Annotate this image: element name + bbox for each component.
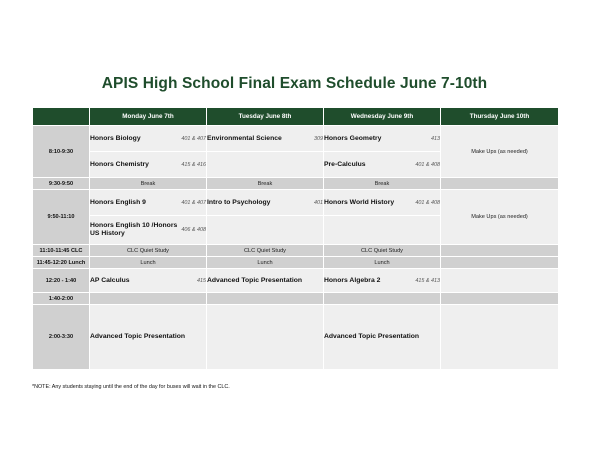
exam-subject: Advanced Topic Presentation bbox=[207, 276, 303, 284]
table-row bbox=[33, 269, 559, 293]
makeups-cell: Make Ups (as needed) bbox=[441, 190, 559, 245]
exam-subject: Intro to Psychology bbox=[207, 198, 271, 206]
clc-cell: CLC Quiet Study bbox=[324, 245, 441, 257]
exam-subject: Advanced Topic Presentation bbox=[90, 333, 186, 341]
time-slot: 11:45-12:20 Lunch bbox=[33, 257, 90, 269]
exam-subject: AP Calculus bbox=[90, 276, 130, 284]
exam-cell bbox=[90, 126, 207, 152]
exam-room: 401 & 408 bbox=[415, 161, 440, 168]
exam-room: 406 & 408 bbox=[181, 227, 206, 233]
exam-room: 415 & 416 bbox=[181, 161, 206, 168]
empty-cell bbox=[441, 257, 559, 269]
table-row bbox=[33, 190, 559, 216]
exam-schedule-table bbox=[32, 107, 559, 370]
exam-cell bbox=[324, 126, 441, 152]
time-slot: 12:20 - 1:40 bbox=[33, 269, 90, 293]
break-cell: Break bbox=[324, 178, 441, 190]
exam-subject: Pre-Calculus bbox=[324, 160, 366, 168]
lunch-cell: Lunch bbox=[324, 257, 441, 269]
exam-subject: Honors World History bbox=[324, 198, 395, 206]
exam-cell bbox=[207, 190, 324, 216]
table-row bbox=[33, 257, 559, 269]
exam-room: 415 & 413 bbox=[415, 277, 440, 284]
exam-cell bbox=[90, 190, 207, 216]
time-slot: 9:50-11:10 bbox=[33, 190, 90, 245]
exam-room: 401 & 408 bbox=[415, 199, 440, 206]
empty-cell bbox=[441, 305, 559, 370]
empty-cell bbox=[207, 152, 324, 178]
header-thursday: Thursday June 10th bbox=[441, 108, 559, 126]
empty-cell bbox=[324, 293, 441, 305]
footnote: *NOTE: Any students staying until the end of the day for buses will wait in the CLC. bbox=[32, 384, 230, 390]
exam-subject: Honors Chemistry bbox=[90, 160, 149, 168]
exam-subject: Advanced Topic Presentation bbox=[324, 333, 420, 341]
exam-subject: Honors Geometry bbox=[324, 134, 382, 142]
exam-cell bbox=[90, 152, 207, 178]
time-slot: 8:10-9:30 bbox=[33, 126, 90, 178]
empty-cell bbox=[324, 216, 441, 245]
table-row bbox=[33, 293, 559, 305]
exam-subject: Honors Biology bbox=[90, 134, 141, 142]
exam-cell bbox=[324, 190, 441, 216]
exam-room: 413 bbox=[431, 135, 440, 142]
time-slot: 2:00-3:30 bbox=[33, 305, 90, 370]
exam-cell bbox=[324, 269, 441, 293]
exam-cell bbox=[207, 126, 324, 152]
exam-subject: Honors English 10 /Honors US History bbox=[90, 222, 178, 237]
exam-cell bbox=[207, 269, 324, 293]
time-slot: 1:40-2:00 bbox=[33, 293, 90, 305]
table-row bbox=[33, 305, 559, 370]
break-cell: Break bbox=[207, 178, 324, 190]
empty-cell bbox=[207, 305, 324, 370]
empty-cell bbox=[441, 245, 559, 257]
empty-cell bbox=[441, 178, 559, 190]
exam-room: 401 bbox=[314, 199, 323, 206]
header-row bbox=[33, 108, 559, 126]
header-corner bbox=[33, 108, 90, 126]
empty-cell bbox=[207, 216, 324, 245]
exam-subject: Honors Algebra 2 bbox=[324, 276, 381, 284]
table-row bbox=[33, 178, 559, 190]
header-tuesday: Tuesday June 8th bbox=[207, 108, 324, 126]
clc-cell: CLC Quiet Study bbox=[207, 245, 324, 257]
exam-cell bbox=[90, 216, 207, 245]
header-monday: Monday June 7th bbox=[90, 108, 207, 126]
page-title: APIS High School Final Exam Schedule June 7-10th bbox=[101, 75, 488, 92]
break-cell: Break bbox=[90, 178, 207, 190]
exam-room: 309 bbox=[314, 135, 323, 142]
empty-cell bbox=[441, 293, 559, 305]
exam-cell bbox=[324, 152, 441, 178]
time-slot: 11:10-11:45 CLC bbox=[33, 245, 90, 257]
table-row bbox=[33, 126, 559, 152]
exam-cell bbox=[90, 305, 207, 370]
exam-cell bbox=[324, 305, 441, 370]
makeups-cell: Make Ups (as needed) bbox=[441, 126, 559, 178]
exam-subject: Environmental Science bbox=[207, 134, 282, 142]
header-wednesday: Wednesday June 9th bbox=[324, 108, 441, 126]
exam-cell bbox=[90, 269, 207, 293]
exam-room: 401 & 407 bbox=[181, 135, 206, 142]
empty-cell bbox=[441, 269, 559, 293]
lunch-cell: Lunch bbox=[207, 257, 324, 269]
exam-room: 401 & 407 bbox=[181, 199, 206, 206]
empty-cell bbox=[90, 293, 207, 305]
exam-room: 415 bbox=[197, 277, 206, 284]
time-slot: 9:30-9:50 bbox=[33, 178, 90, 190]
empty-cell bbox=[207, 293, 324, 305]
exam-subject: Honors English 9 bbox=[90, 198, 146, 206]
lunch-cell: Lunch bbox=[90, 257, 207, 269]
table-row bbox=[33, 245, 559, 257]
clc-cell: CLC Quiet Study bbox=[90, 245, 207, 257]
